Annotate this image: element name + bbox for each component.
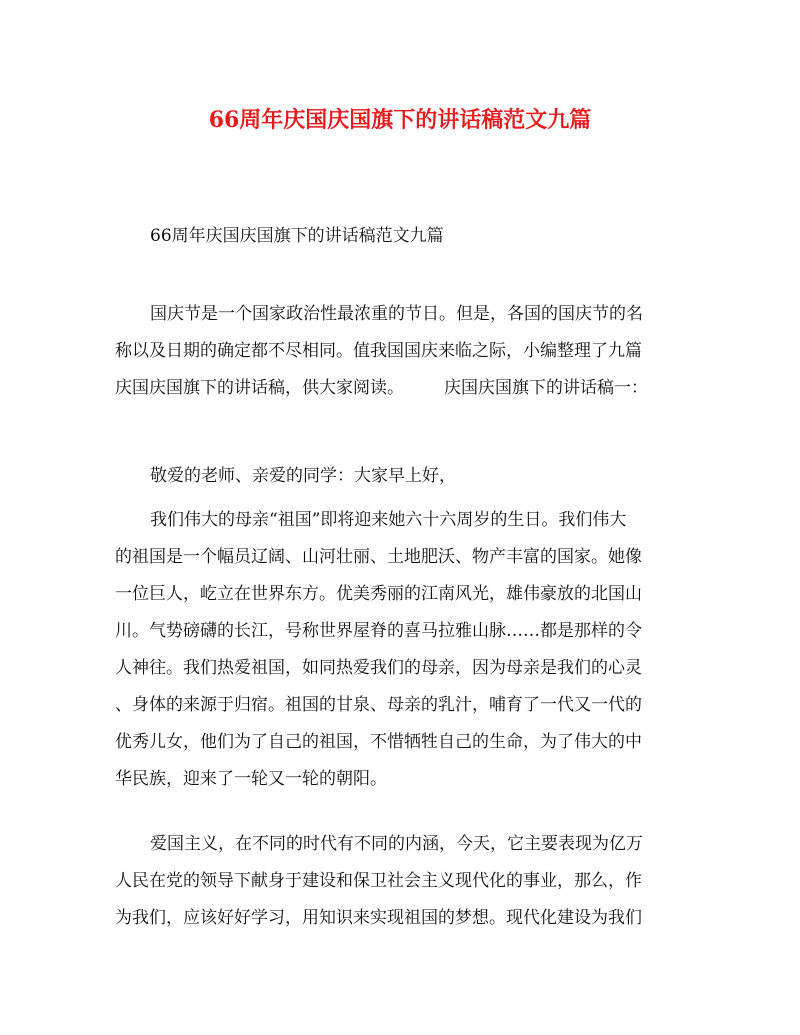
para2-line-2: 人民在党的领导下献身于建设和保卫社会主义现代化的事业，那么，作 [115,871,642,891]
para1-line-3: 一位巨人，屹立在世界东方。优美秀丽的江南风光，雄伟豪放的北国山 [115,584,642,604]
para2-line-1: 爱国主义，在不同的时代有不同的内涵，今天，它主要表现为亿万 [150,834,643,854]
para1-line-1: 我们伟大的母亲“祖国”即将迎来她六十六周岁的生日。我们伟大 [150,510,627,530]
para1-line-6: 、身体的来源于归宿。祖国的甘泉、母亲的乳汁，哺育了一代又一代的 [115,695,642,715]
para1-line-5: 人神往。我们热爱祖国，如同热爱我们的母亲，因为母亲是我们的心灵 [115,658,642,678]
para1-line-7: 优秀儿女，他们为了自己的祖国，不惜牺牲自己的生命，为了伟大的中 [115,732,642,752]
intro-line-2: 称以及日期的确定都不尽相同。值我国国庆来临之际，小编整理了九篇 [115,341,642,361]
document-subtitle: 66周年庆国庆国旗下的讲话稿范文九篇 [150,226,444,246]
intro-line-3a: 庆国庆国旗下的讲话稿，供大家阅读。 [115,378,404,398]
document-title: 66周年庆国庆国旗下的讲话稿范文九篇 [208,107,592,133]
greeting-line: 敬爱的老师、亲爱的同学：大家早上好， [150,466,456,486]
intro-paragraph [115,296,687,407]
body-paragraph-1 [115,502,687,798]
body-paragraph-2 [115,826,687,937]
para1-line-8: 华民族，迎来了一轮又一轮的朝阳。 [115,769,387,789]
para1-line-4: 川。气势磅礴的长江，号称世界屋脊的喜马拉雅山脉……都是那样的令 [115,621,642,641]
greeting-paragraph [115,458,687,495]
para2-line-3: 为我们，应该好好学习，用知识来实现祖国的梦想。现代化建设为我们 [115,908,642,928]
intro-line-1: 国庆节是一个国家政治性最浓重的节日。但是，各国的国庆节的名 [150,304,643,324]
intro-line-3b: 庆国庆国旗下的讲话稿一： [444,378,648,398]
para1-line-2: 的祖国是一个幅员辽阔、山河壮丽、土地肥沃、物产丰富的国家。她像 [115,547,642,567]
intro-line-3 [115,370,687,407]
